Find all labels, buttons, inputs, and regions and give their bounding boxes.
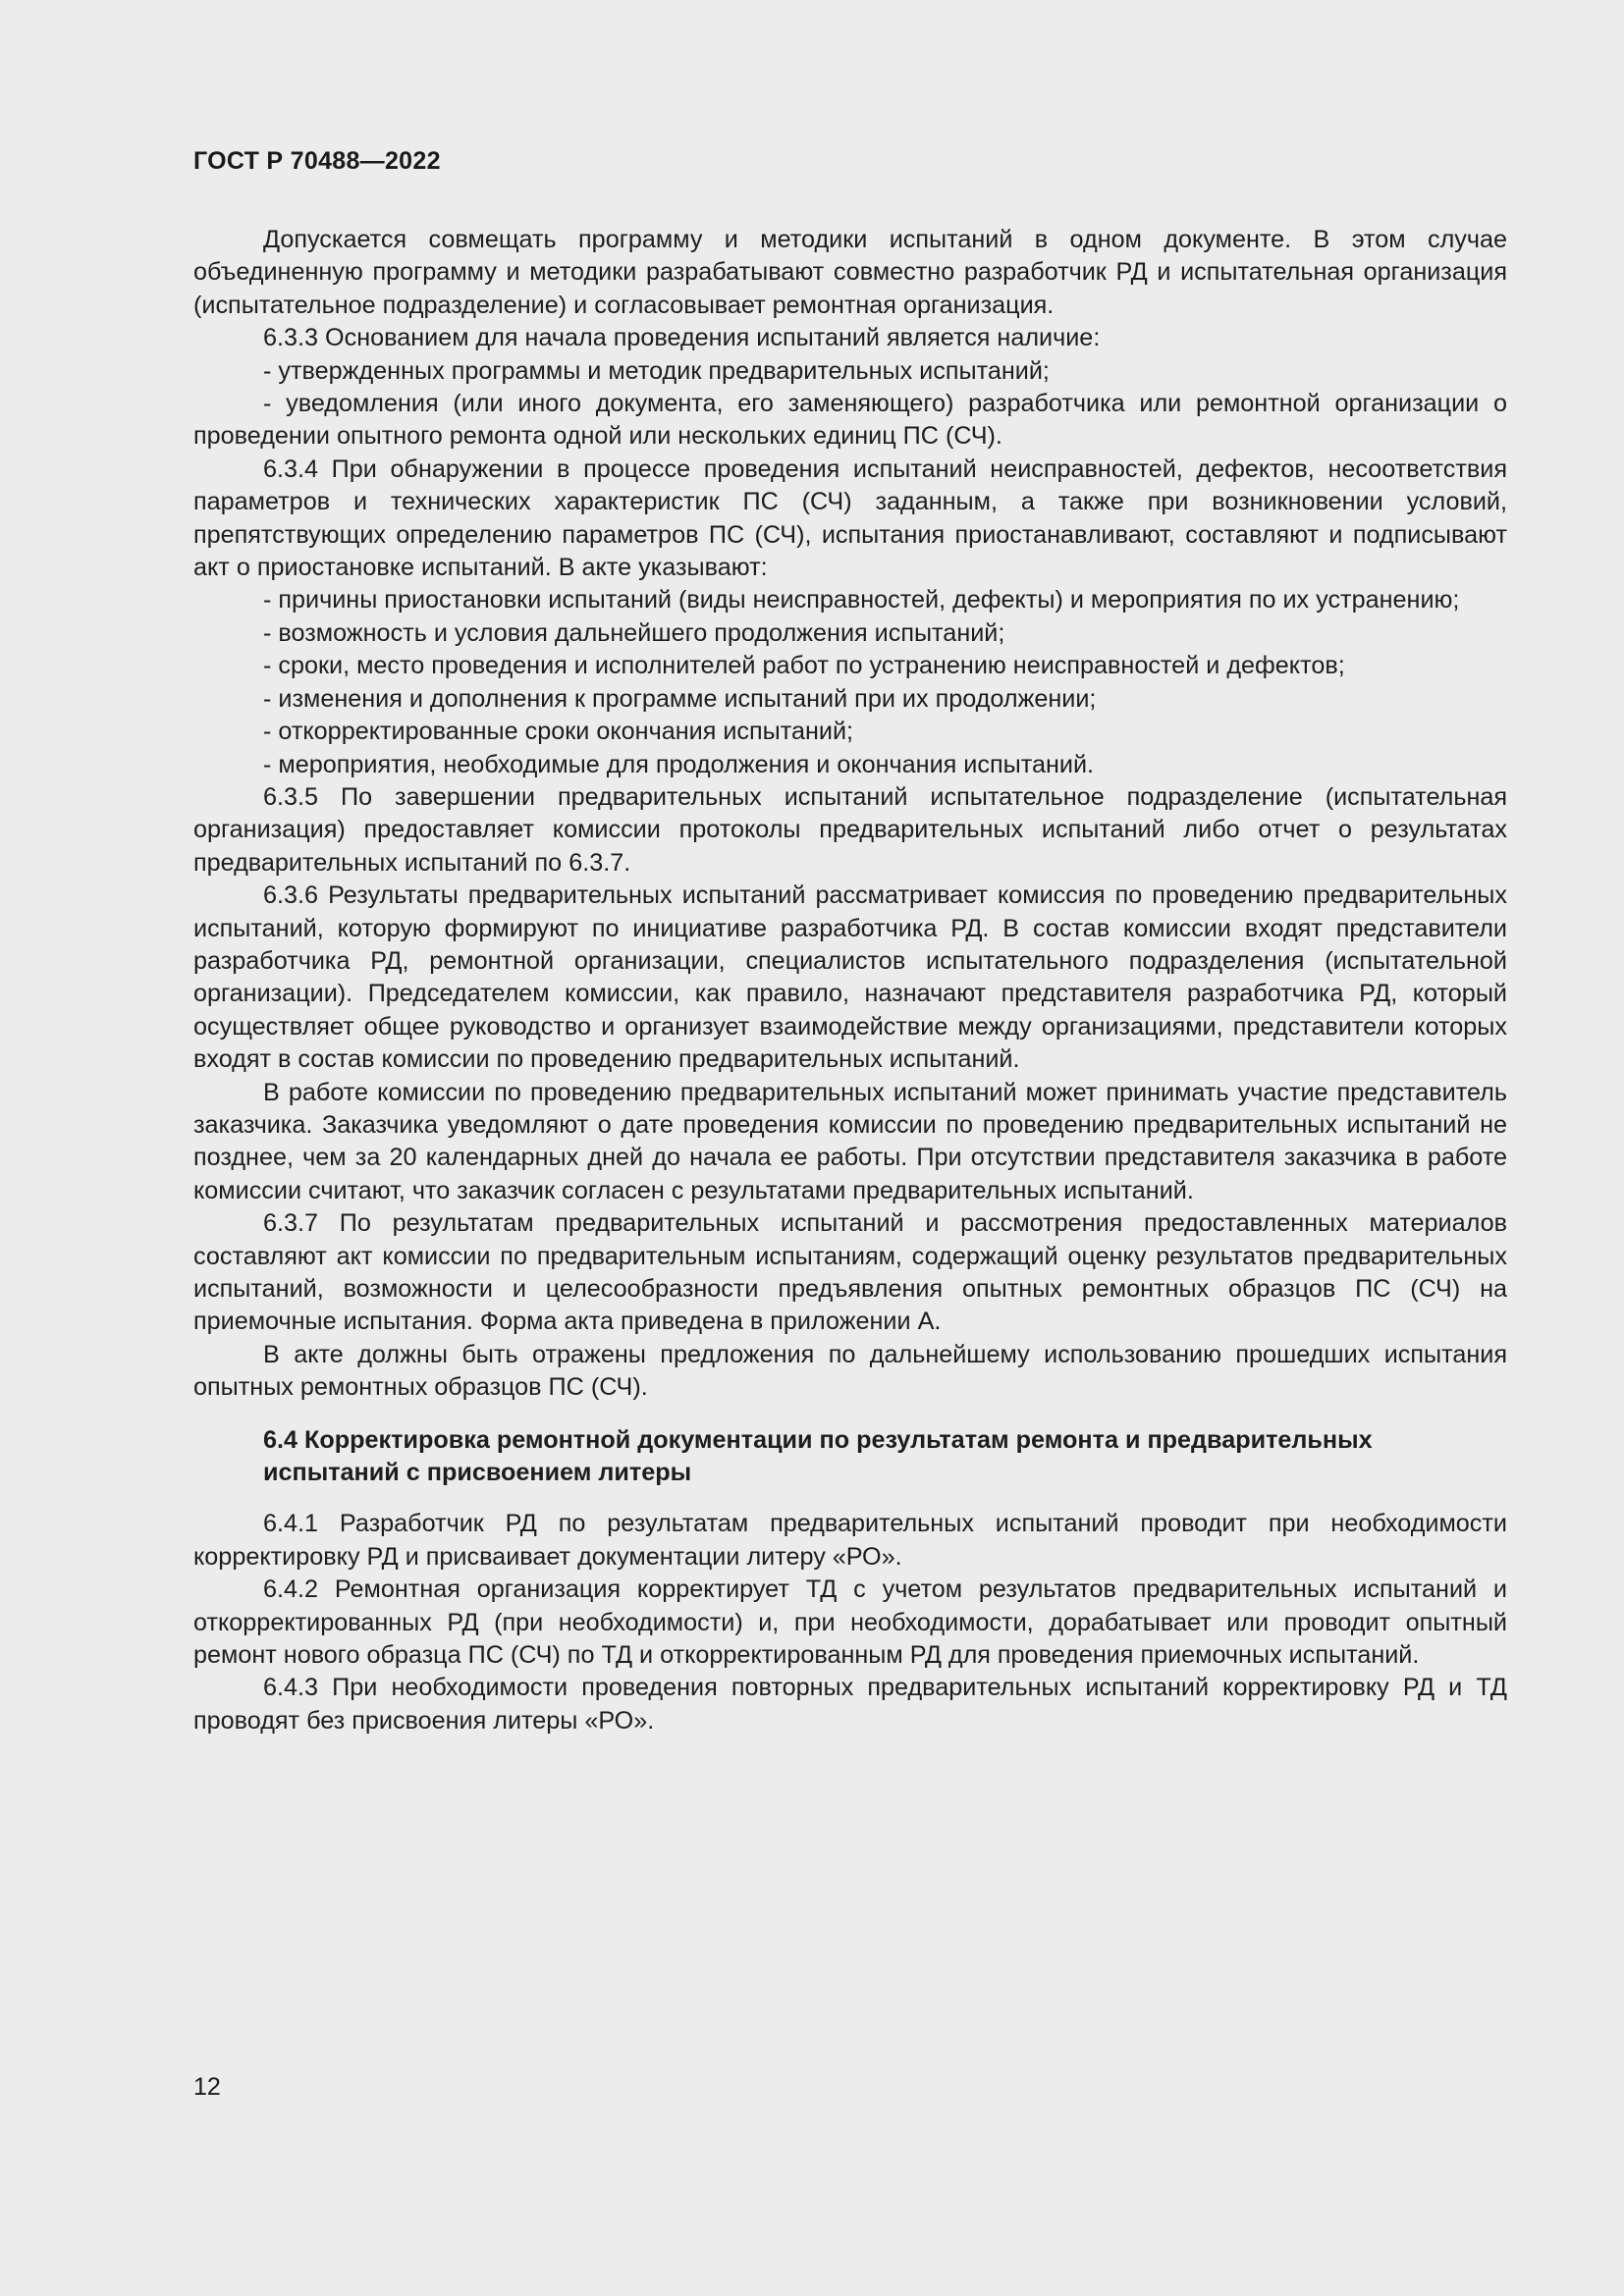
list-item: - причины приостановки испытаний (виды неисправностей, дефекты) и мероприятия по их устранению; <box>263 586 1460 614</box>
clause-6-4-1: 6.4.1 Разработчик РД по результатам предварительных испытаний проводит при необходимости корректировку РД и присваивает документации литеру «РО». <box>193 1510 1507 1571</box>
clause-6-3-6: 6.3.6 Результаты предварительных испытаний рассматривает комиссия по проведению предварительных испытаний, которую формируют по инициативе разработчика РД. В состав комиссии входят представители разработчика РД, ремонтной организации, специалистов испытательного подразделения (испытательной организации). Председателем комиссии, как правило, назначают представителя разработчика РД, который осуществляет общее руководство и организует взаимодействие между организациями, представители которых входят в состав комиссии по проведению предварительных испытаний. <box>193 881 1507 1074</box>
section-heading-6-4: 6.4 Корректировка ремонтной документации по результатам ремонта и предварительных испытаний с присвоением литеры <box>263 1425 1373 1487</box>
clause-6-3-4: 6.3.4 При обнаружении в процессе проведения испытаний неисправностей, дефектов, несоответствия параметров и технических характеристик ПС (СЧ) заданным, а также при возникновении условий, препятствующих определению параметров ПС (СЧ), испытания приостанавливают, составляют и подписывают акт о приостановке испытаний. В акте указывают: <box>193 454 1507 582</box>
clause-6-3-3: 6.3.3 Основанием для начала проведения испытаний является наличие: <box>263 324 1101 352</box>
clause-6-3-5: 6.3.5 По завершении предварительных испытаний испытательное подразделение (испытательная организация) предоставляет комиссии протоколы предварительных испытаний либо отчет о результатах предварительных испытаний по 6.3.7. <box>193 782 1507 877</box>
list-item: - уведомления (или иного документа, его заменяющего) разработчика или ремонтной организации о проведении опытного ремонта одной или нескольких единиц ПС (СЧ). <box>193 390 1507 451</box>
list-item: - изменения и дополнения к программе испытаний при их продолжении; <box>263 684 1097 713</box>
list-item: - сроки, место проведения и исполнителей работ по устранению неисправностей и дефектов; <box>263 652 1345 680</box>
list-item: - возможность и условия дальнейшего продолжения испытаний; <box>263 618 1005 647</box>
list-item: - утвержденных программы и методик предварительных испытаний; <box>263 356 1050 385</box>
clause-6-4-3: 6.4.3 При необходимости проведения повторных предварительных испытаний корректировку РД и ТД проводят без присвоения литеры «РО». <box>193 1674 1507 1735</box>
list-item: - откорректированные сроки окончания испытаний; <box>263 718 854 746</box>
paragraph: В работе комиссии по проведению предварительных испытаний может принимать участие представитель заказчика. Заказчика уведомляют о дате проведения комиссии по проведению предварительных испытаний не позднее, чем за 20 календарных дней до начала ее работы. При отсутствии представителя заказчика в работе комиссии считают, что заказчик согласен с результатами предварительных испытаний. <box>193 1078 1507 1204</box>
clause-6-4-2: 6.4.2 Ремонтная организация корректирует ТД с учетом результатов предварительных испытаний и откорректированных РД (при необходимости) и, при необходимости, дорабатывает или проводит опытный ремонт нового образца ПС (СЧ) по ТД и откорректированным РД для проведения приемочных испытаний. <box>193 1575 1507 1670</box>
list-item: - мероприятия, необходимые для продолжения и окончания испытаний. <box>263 750 1095 778</box>
clause-6-3-7: 6.3.7 По результатам предварительных испытаний и рассмотрения предоставленных материалов составляют акт комиссии по предварительным испытаниям, содержащий оценку результатов предварительных испытаний, возможности и целесообразности предъявления опытных ремонтных образцов ПС (СЧ) на приемочные испытания. Форма акта приведена в приложении А. <box>193 1209 1507 1336</box>
paragraph: В акте должны быть отражены предложения по дальнейшему использованию прошедших испытания опытных ремонтных образцов ПС (СЧ). <box>193 1340 1507 1402</box>
standard-code-header: ГОСТ Р 70488—2022 <box>193 147 441 175</box>
document-body <box>193 224 1507 1737</box>
page-number: 12 <box>193 2073 221 2101</box>
paragraph: Допускается совмещать программу и методики испытаний в одном документе. В этом случае объединенную программу и методики разрабатывают совместно разработчик РД и испытательная организация (испытательное подразделение) и согласовывает ремонтная организация. <box>193 226 1507 319</box>
